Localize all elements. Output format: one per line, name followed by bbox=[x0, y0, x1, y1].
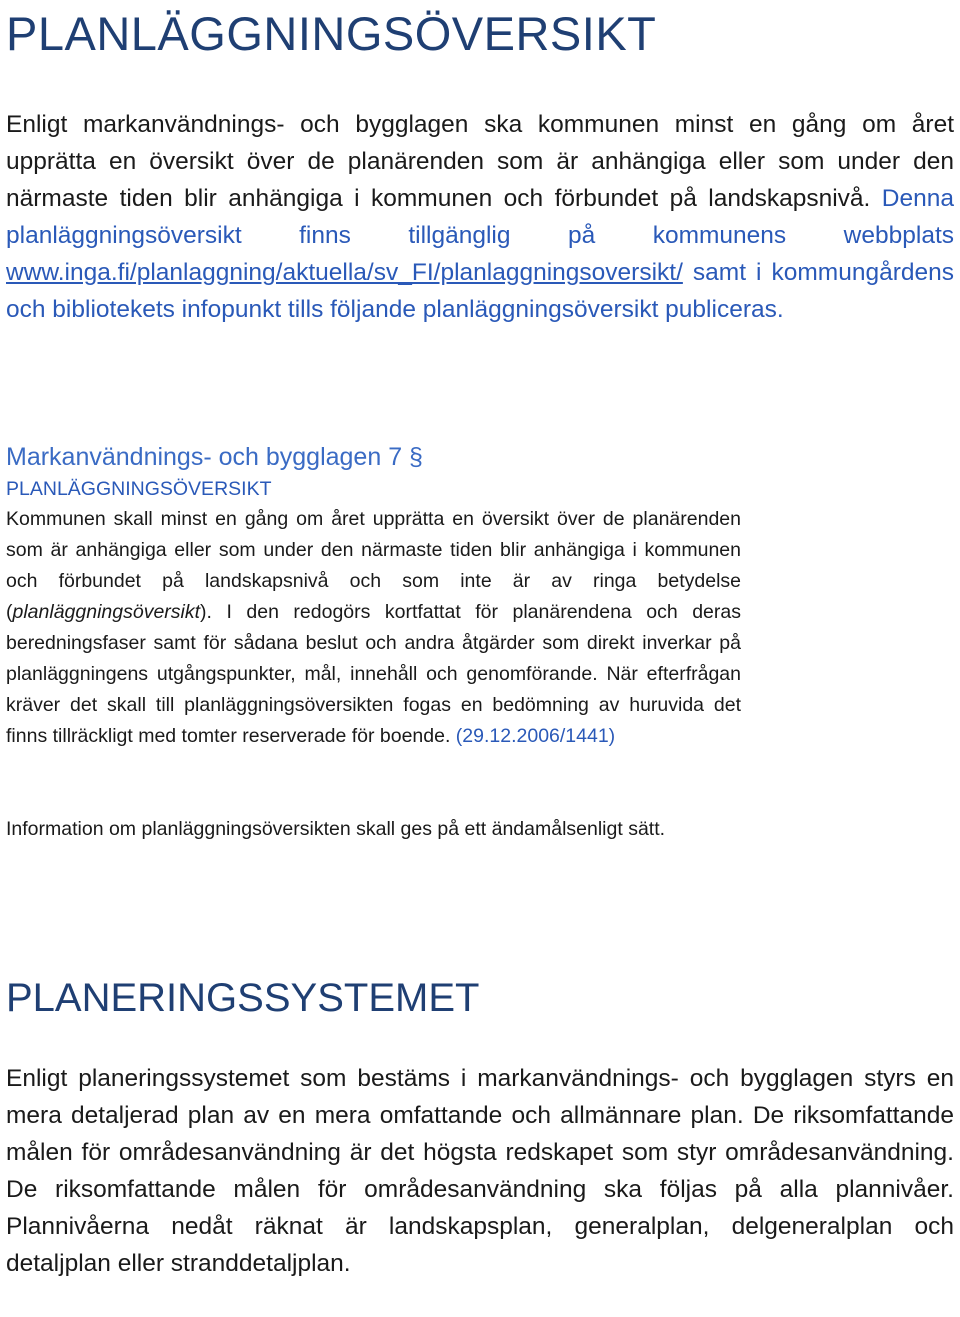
law-heading: Markanvändnings- och bygglagen 7 § bbox=[6, 443, 423, 471]
intro-text: Enligt markanvändnings- och bygglagen ska kommunen minst en gång om året upprätta en översikt över de planärenden som är anhängiga eller som under den närmaste tiden blir anhängiga i kommunen och förbundet på landskapsnivå. bbox=[6, 111, 954, 212]
planlaggningsoversikt-link[interactable]: www.inga.fi/planlaggning/aktuella/sv_FI/planlaggningsoversikt/ bbox=[6, 259, 683, 286]
intro-paragraph bbox=[6, 106, 954, 328]
law-excerpt bbox=[6, 440, 741, 752]
planeringssystemet-paragraph: Enligt planeringssystemet som bestäms i markanvändnings- och bygglagen styrs en mera detaljerad plan av en mera omfattande och allmännare plan. De riksomfattande målen för områdesanvändning är det högsta redskapet som styr områdesanvändning. De riksomfattande målen för områdesanvändning ska följas på alla plannivåer. Plannivåerna nedåt räknat är landskapsplan, generalplan, delgeneralplan och detaljplan eller stranddetaljplan. bbox=[6, 1065, 954, 1277]
availability-suffix: samt i kommungårdens och bibliotekets infopunkt tills följande planläggningsöversikt publiceras. bbox=[6, 259, 954, 323]
section-title-planlaggningsoversikt: PLANLÄGGNINGSÖVERSIKT bbox=[6, 7, 657, 60]
law-subheading: PLANLÄGGNINGSÖVERSIKT bbox=[6, 478, 272, 500]
law-reference: (29.12.2006/1441) bbox=[455, 725, 616, 747]
law-text-part1: Kommunen skall minst en gång om året upprätta en översikt över de planärenden som är anhängiga eller som under den närmaste tiden blir anhängiga i kommunen och förbundet på landskapsnivå och som inte är av ringa betydelse ( bbox=[6, 508, 741, 623]
law-text-part2: ). I den redogörs kortfattat för planärendena och deras beredningsfaser samt för sådana beslut och andra åtgärder som direkt inverkar på planläggningens utgångspunkter, mål, innehåll och genomförande. När efterfrågan kräver det skall till planläggningsöversikten fogas en bedömning av huruvida det finns tillräckligt med tomter reserverade för boende. bbox=[6, 601, 741, 747]
document-page bbox=[6, 0, 956, 1277]
law-italic-term: planläggningsöversikt bbox=[12, 601, 201, 623]
section-title-planeringssystemet: PLANERINGSSYSTEMET bbox=[6, 976, 480, 1020]
availability-prefix: Denna planläggningsöversikt finns tillgänglig på kommunens webbplats bbox=[6, 185, 954, 249]
info-paragraph: Information om planläggningsöversikten skall ges på ett ändamålsenligt sätt. bbox=[6, 818, 666, 840]
law-text bbox=[6, 504, 741, 752]
